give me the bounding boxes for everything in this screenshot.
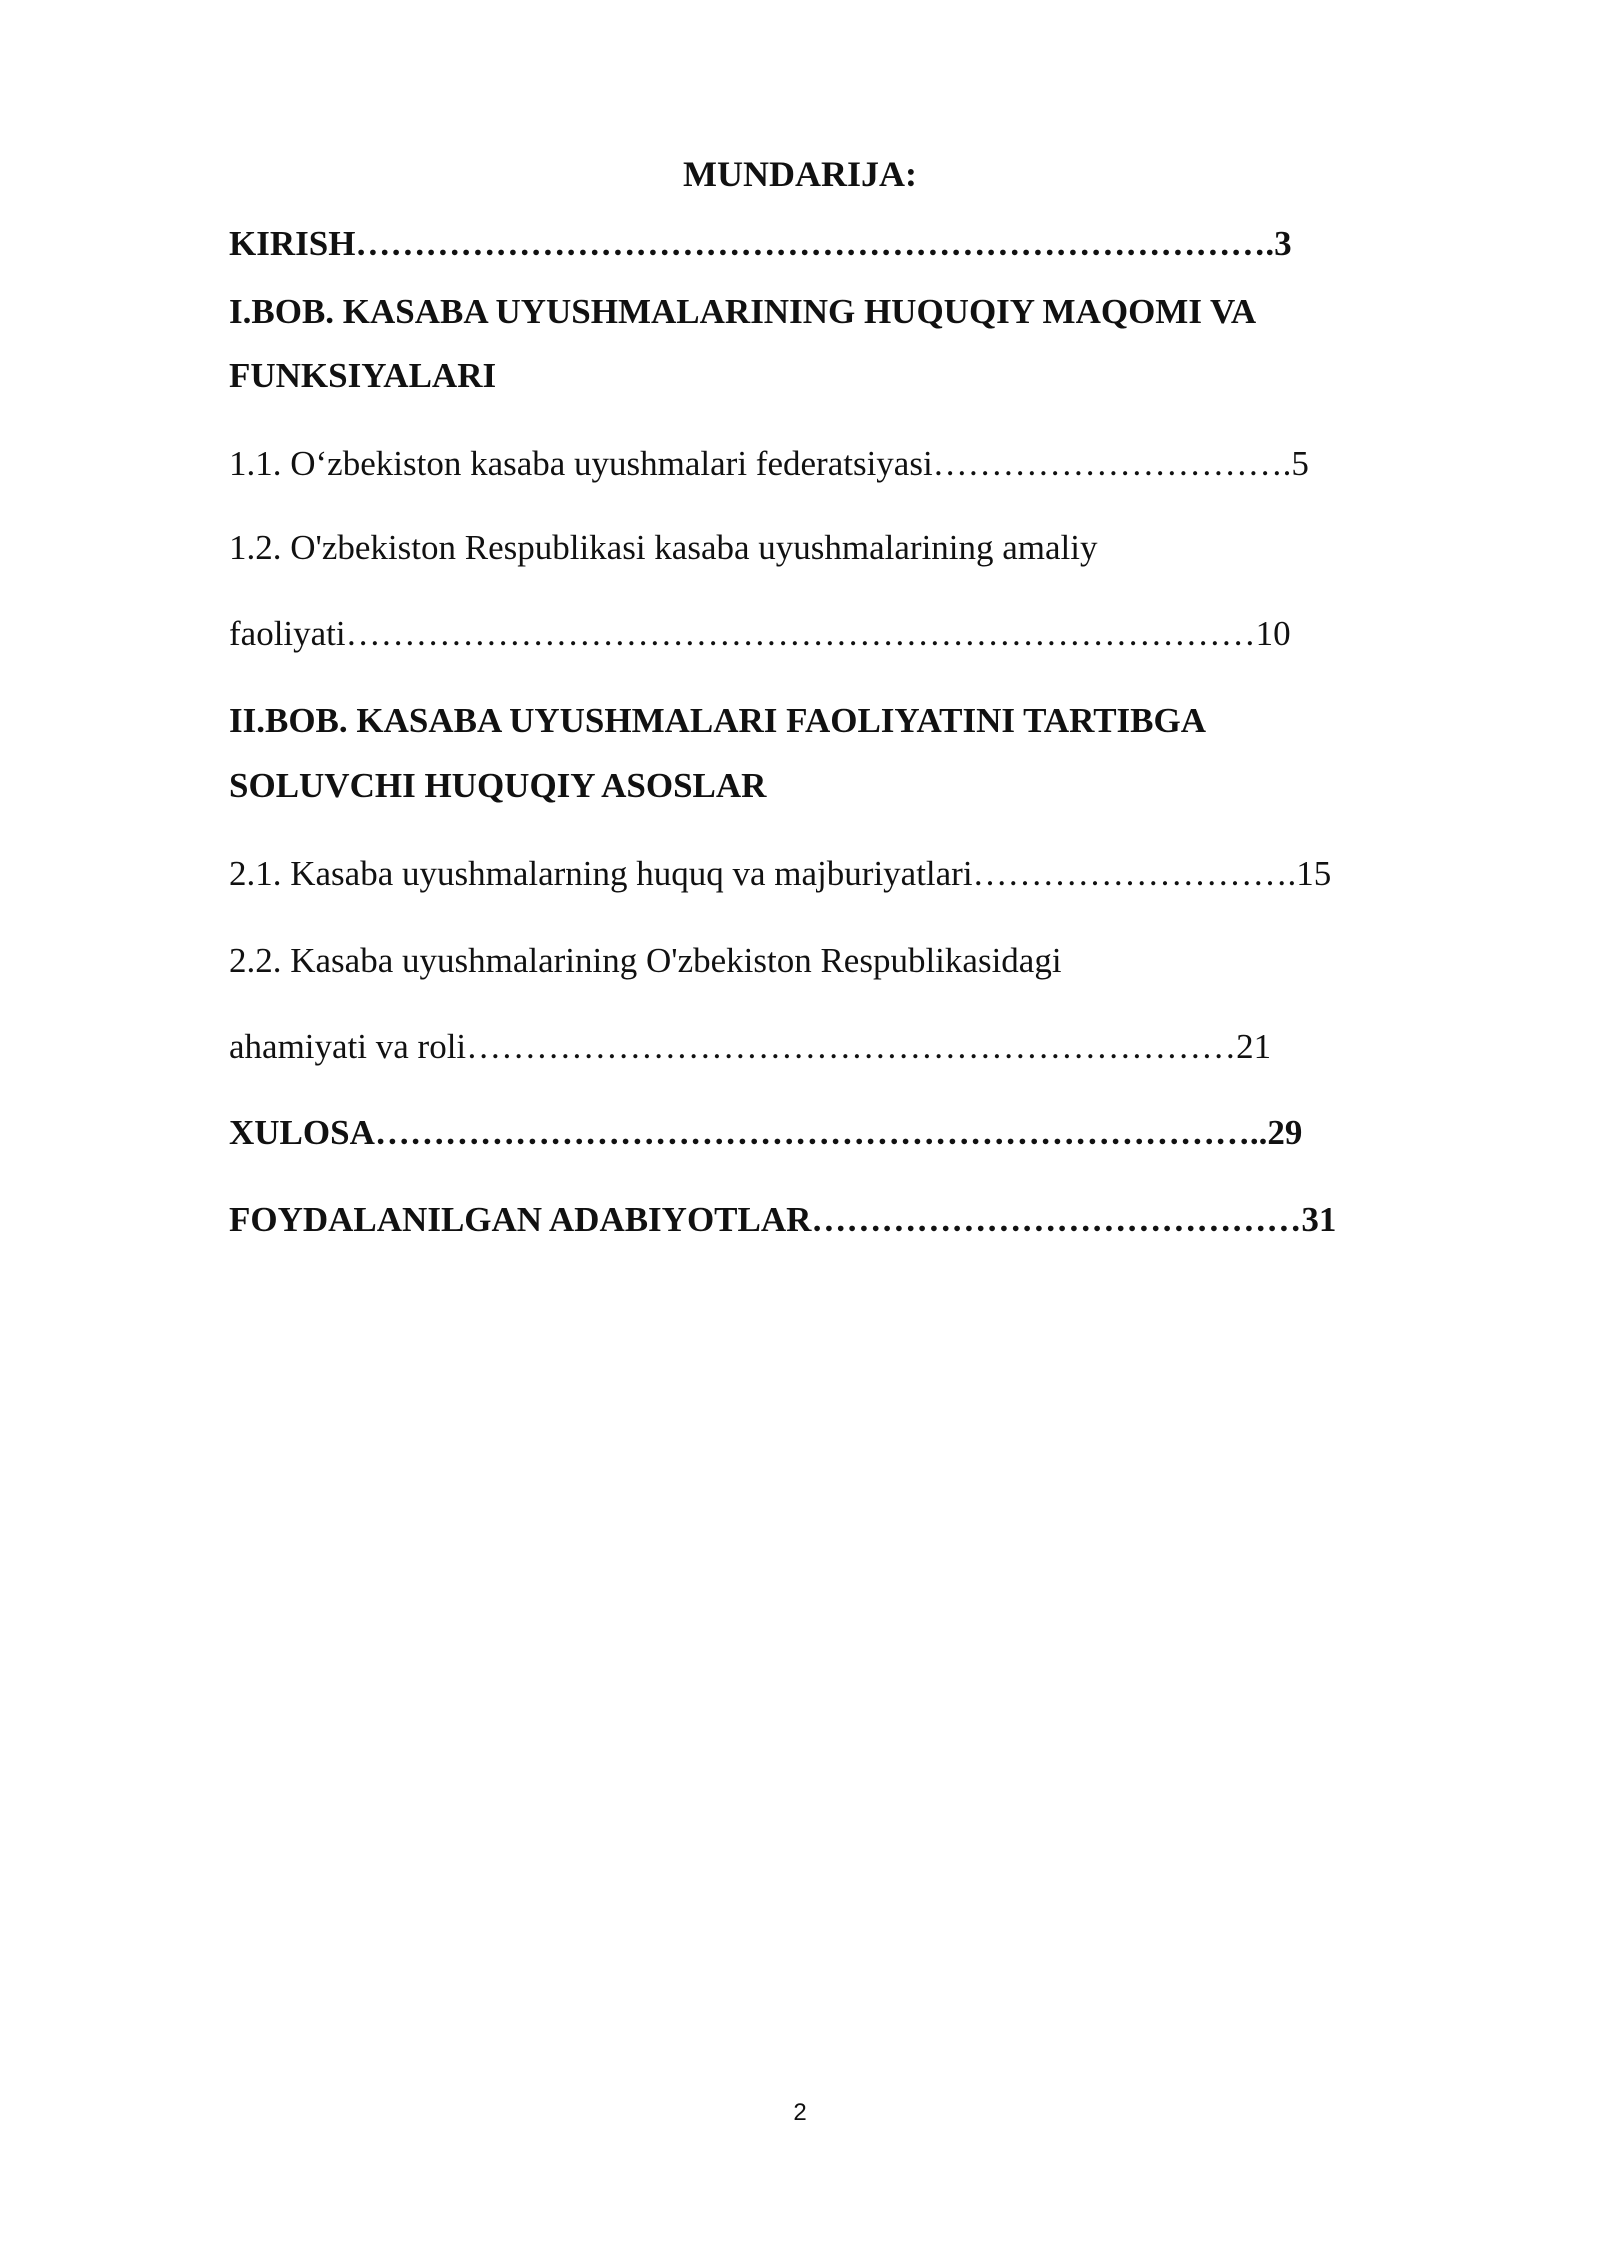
toc-chapter-2-title-line-2: SOLUVCHI HUQUQIY ASOSLAR	[229, 766, 767, 805]
page-number: 2	[793, 2099, 807, 2126]
toc-chapter-2-title-line-1: II.BOB. KASABA UYUSHMALARI FAOLIYATINI TARTIBGA	[229, 701, 1207, 740]
toc-entry-1-2-line-2: faoliyati……………………………………………………………………10	[229, 614, 1291, 653]
toc-entry-1-2-line-1: 1.2. O'zbekiston Respublikasi kasaba uyushmalarining amaliy	[229, 528, 1098, 567]
toc-entry-2-1: 2.1. Kasaba uyushmalarning huquq va majburiyatlari……………………….15	[229, 854, 1332, 893]
toc-entry-1-1: 1.1. O‘zbekiston kasaba uyushmalari federatsiyasi………………………….5	[229, 444, 1309, 483]
toc-entry-2-2-line-1: 2.2. Kasaba uyushmalarining O'zbekiston Respublikasidagi	[229, 941, 1062, 980]
toc-entry-2-2-line-2: ahamiyati va roli…………………………………………………………21	[229, 1027, 1272, 1066]
toc-chapter-1-title-line-1: I.BOB. KASABA UYUSHMALARINING HUQUQIY MAQOMI VA	[229, 292, 1257, 331]
toc-heading: MUNDARIJA:	[683, 154, 917, 194]
toc-entry-kirish: KIRISH…………………………………………………………………….3	[229, 224, 1292, 263]
toc-chapter-1-title-line-2: FUNKSIYALARI	[229, 356, 497, 395]
toc-entry-adabiyotlar: FOYDALANILGAN ADABIYOTLAR……………………………………31	[229, 1200, 1337, 1239]
toc-entry-xulosa: XULOSA…………………………………………………………………..29	[229, 1113, 1303, 1152]
